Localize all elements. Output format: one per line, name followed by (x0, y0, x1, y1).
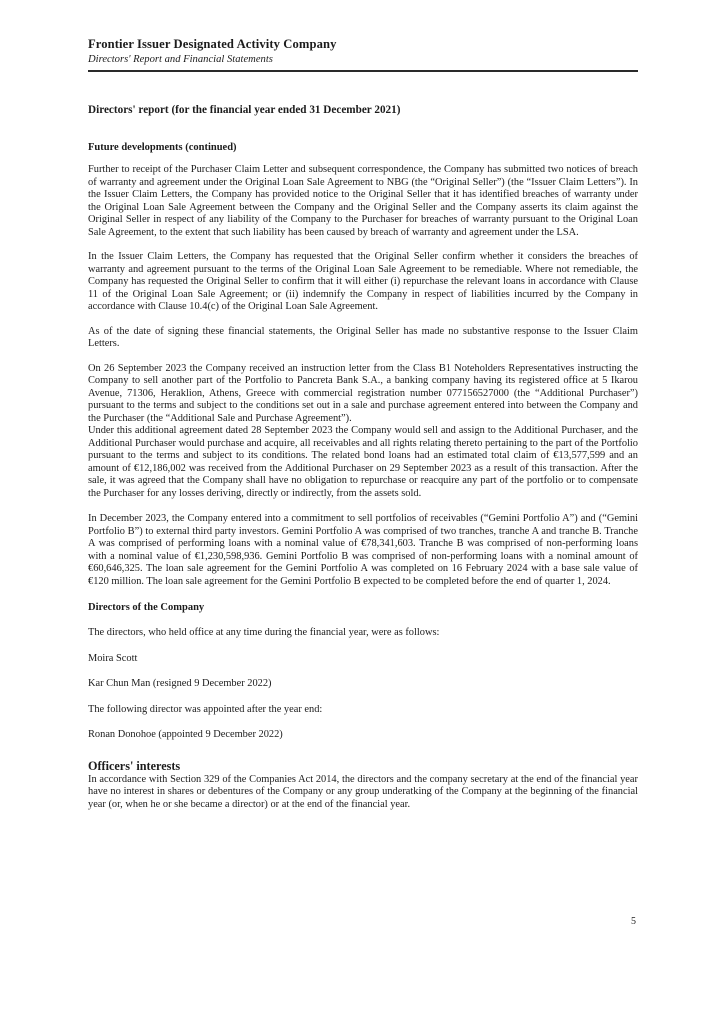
director-name-1: Moira Scott (88, 652, 138, 664)
page-header (88, 37, 638, 72)
header-divider (88, 70, 638, 72)
director-name-3: Ronan Donohoe (appointed 9 December 2022) (88, 729, 283, 740)
paragraph-pancreta-instruction: On 26 September 2023 the Company received an instruction letter from the Class B1 Noteholders Representatives instructing the Company to sell another part of the Portfolio to Pancreta Bank S.A., a banking company having its registered office at 5 Ikarou Avenue, 71306, Heraklion, Athens, Greece with commercial registration number 077156527000 (the “Additional Purchaser”) pursuant to the terms and subject to the conditions set out in a sale and purchase agreement entered into between the Company and the Purchaser (the “Additional Sale and Purchase Agreement”). (88, 362, 638, 424)
report-title: Directors' report (for the financial year ended 31 December 2021) (88, 104, 401, 116)
director-name-2: Kar Chun Man (resigned 9 December 2022) (88, 678, 272, 689)
report-body (88, 103, 638, 811)
page-number: 5 (631, 916, 636, 927)
report-subtitle: Directors' Report and Financial Statements (88, 54, 273, 65)
paragraph-no-response: As of the date of signing these financial statements, the Original Seller has made no substantive response to the Issuer Claim Letters. (88, 325, 638, 349)
company-name: Frontier Issuer Designated Activity Company (88, 37, 337, 51)
paragraph-additional-agreement: Under this additional agreement dated 28 September 2023 the Company would sell and assign to the Additional Purchaser, and the Additional Purchaser would purchase and acquire, all receivables and all rights relating thereto pertaining to the part of the Portfolio pursuant to the terms and subject to its conditions. The related bond loans had an estimated total claim of €13,577,599 and an amount of €12,186,002 was received from the Additional Purchaser on 29 September 2023 as a result of this transaction. After the sale, it was agreed that the Company shall have no obligation to repurchase or reacquire any part of the portfolio or to compensate the Purchaser for any losses deriving, directly or indirectly, from the assets sold. (88, 425, 638, 499)
officers-interests-heading: Officers' interests (88, 758, 181, 773)
paragraph-remediable-request: In the Issuer Claim Letters, the Company has requested that the Original Seller confirm whether it considers the breaches of warranty and agreement pursuant to the terms of the Original Loan Sale Agreement to be remediable. Where not remediable, the Company has requested the Original Seller to confirm that it will either (i) repurchase the relevant loans in accordance with Clause 11 of the Original Loan Sale Agreement; or (ii) indemnify the Company in respect of liabilities incurred by the Company in accordance with Clause 10.4(c) of the Original Loan Sale Agreement. (88, 251, 638, 312)
future-developments-heading: Future developments (continued) (88, 142, 237, 153)
directors-intro: The directors, who held office at any time during the financial year, were as follows: (88, 627, 440, 638)
paragraph-gemini-portfolios: In December 2023, the Company entered into a commitment to sell portfolios of receivables (“Gemini Portfolio A”) and (“Gemini Portfolio B”) to external third party investors. Gemini Portfolio A was comprised of two tranches, tranche A and tranche B. Tranche A was comprised of performing loans with a nominal value of €78,341,603. Tranche B was comprised of non-performing loans with a nominal value of €1,230,598,936. Gemini Portfolio B was comprised of non-performing loans with a nominal amount of €60,646,325. The loan sale agreement for the Gemini Portfolio A was completed on 16 February 2024 with a base sale value of €120 million. The loan sale agreement for the Gemini Portfolio B expected to be completed before the end of quarter 1, 2024. (88, 513, 638, 587)
paragraph-issuer-claim-notices: Further to receipt of the Purchaser Claim Letter and subsequent correspondence, the Company has submitted two notices of breach of warranty and agreement under the Original Loan Sale Agreement to NBG (the “Original Seller”) (the “Issuer Claim Letters”). In the Issuer Claim Letters, the Company has provided notice to the Original Seller that it has identified breaches of warranty under the Original Loan Sale Agreement between the Company and the Original Seller and the Company asserts its claim against the Original Seller in respect of any liability of the Company to the Purchaser for breaches of warranty pursuant to the Original Loan Sale Agreement, to the extent that such liability has been caused by breach of warranty and agreement under the LSA. (88, 164, 638, 238)
officers-interests-paragraph: In accordance with Section 329 of the Companies Act 2014, the directors and the company secretary at the end of the financial year have no interest in shares or debentures of the Company or any group underatking of the Company at the beginning of the financial year (or, when he or she became a director) or at the end of the financial year. (88, 773, 638, 810)
directors-heading: Directors of the Company (88, 602, 205, 613)
directors-after-year-end-intro: The following director was appointed after the year end: (88, 703, 323, 715)
